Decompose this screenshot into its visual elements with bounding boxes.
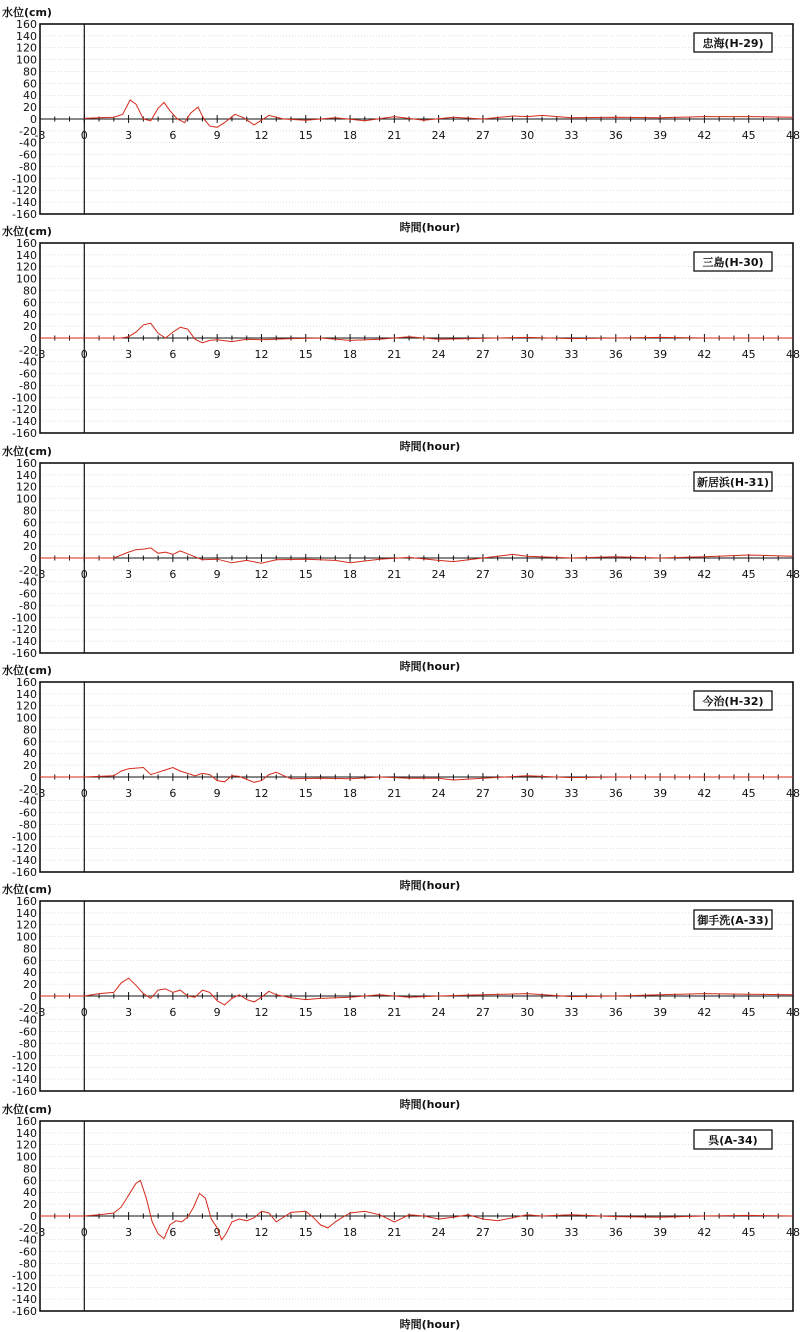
x-tick-label: 24 xyxy=(431,348,446,362)
x-tick-label: 3 xyxy=(125,1225,133,1239)
y-tick-label: 80 xyxy=(23,1161,38,1175)
y-tick-label: 80 xyxy=(23,942,38,956)
x-tick-label: 27 xyxy=(475,348,490,362)
x-tick-label: 30 xyxy=(520,567,535,581)
y-tick-label: -120 xyxy=(12,403,38,417)
x-tick-label: 39 xyxy=(653,1006,668,1020)
x-tick-label: 30 xyxy=(520,1225,535,1239)
water-level-series-line xyxy=(40,1180,793,1239)
y-tick-label: 60 xyxy=(23,954,38,968)
x-tick-label: 42 xyxy=(697,348,712,362)
y-tick-label: -60 xyxy=(19,148,38,162)
y-tick-label: 20 xyxy=(23,1197,38,1211)
y-tick-label: 100 xyxy=(16,492,38,506)
x-tick-label: -3 xyxy=(34,1225,46,1239)
y-tick-label: -100 xyxy=(12,1049,38,1063)
y-tick-label: 80 xyxy=(23,504,38,518)
y-tick-label: -60 xyxy=(19,367,38,381)
x-tick-label: 3 xyxy=(125,348,133,362)
y-tick-label: -20 xyxy=(19,124,38,138)
x-tick-label: 21 xyxy=(387,1006,402,1020)
x-tick-label: 21 xyxy=(387,567,402,581)
x-tick-label: 9 xyxy=(213,348,221,362)
y-tick-label: -120 xyxy=(12,842,38,856)
x-tick-label: 36 xyxy=(608,128,623,142)
y-tick-label: -80 xyxy=(19,1037,38,1051)
y-tick-label: 120 xyxy=(16,1138,38,1152)
x-tick-label: 39 xyxy=(653,128,668,142)
x-tick-label: 6 xyxy=(169,348,177,362)
x-tick-label: 36 xyxy=(608,567,623,581)
x-axis-title: 時間(hour) xyxy=(399,220,461,234)
x-tick-label: -3 xyxy=(34,567,46,581)
x-tick-label: 9 xyxy=(213,567,221,581)
y-tick-label: -40 xyxy=(19,1233,38,1247)
y-tick-label: 160 xyxy=(16,456,38,470)
x-tick-label: 45 xyxy=(741,128,756,142)
x-axis-title: 時間(hour) xyxy=(399,440,461,454)
x-tick-label: 33 xyxy=(564,567,579,581)
y-tick-label: -20 xyxy=(19,563,38,577)
y-tick-label: 40 xyxy=(23,308,38,322)
x-tick-label: 15 xyxy=(298,348,313,362)
y-tick-label: 20 xyxy=(23,978,38,992)
y-tick-label: 100 xyxy=(16,53,38,67)
x-tick-label: 27 xyxy=(475,567,490,581)
y-tick-label: 160 xyxy=(16,675,38,689)
y-tick-label: 20 xyxy=(23,101,38,115)
y-tick-label: 0 xyxy=(30,990,38,1004)
y-tick-label: 160 xyxy=(16,17,38,31)
y-tick-label: -140 xyxy=(12,196,38,210)
y-tick-label: 160 xyxy=(16,895,38,909)
x-tick-label: 39 xyxy=(653,786,668,800)
x-tick-label: 45 xyxy=(741,1225,756,1239)
y-tick-label: 160 xyxy=(16,1114,38,1128)
y-axis-title: 水位(cm) xyxy=(2,663,52,677)
y-tick-label: 80 xyxy=(23,65,38,79)
x-tick-label: 18 xyxy=(343,128,358,142)
y-tick-label: -60 xyxy=(19,806,38,820)
chart-panel-3 xyxy=(0,439,800,673)
y-tick-label: -40 xyxy=(19,575,38,589)
y-tick-label: 60 xyxy=(23,296,38,310)
station-label: 忠海(H-29) xyxy=(702,36,764,50)
x-tick-label: 3 xyxy=(125,1006,133,1020)
y-tick-label: 120 xyxy=(16,41,38,55)
x-tick-label: 42 xyxy=(697,128,712,142)
y-tick-label: -60 xyxy=(19,587,38,601)
y-tick-label: 60 xyxy=(23,77,38,91)
x-tick-label: 39 xyxy=(653,348,668,362)
y-tick-label: 0 xyxy=(30,770,38,784)
y-axis-title: 水位(cm) xyxy=(2,444,52,458)
x-tick-label: 36 xyxy=(608,348,623,362)
y-tick-label: 100 xyxy=(16,1150,38,1164)
x-tick-label: 12 xyxy=(254,1225,269,1239)
y-tick-label: -80 xyxy=(19,1256,38,1270)
x-tick-label: 33 xyxy=(564,348,579,362)
y-axis-title: 水位(cm) xyxy=(2,1102,52,1116)
x-tick-label: 12 xyxy=(254,567,269,581)
y-tick-label: 100 xyxy=(16,930,38,944)
y-tick-label: 0 xyxy=(30,112,38,126)
y-tick-label: 40 xyxy=(23,527,38,541)
y-tick-label: -40 xyxy=(19,136,38,150)
chart-panel-5 xyxy=(0,877,800,1112)
y-tick-label: -80 xyxy=(19,379,38,393)
station-label: 今治(H-32) xyxy=(702,694,764,708)
y-tick-label: -160 xyxy=(12,427,38,441)
x-tick-label: 18 xyxy=(343,567,358,581)
y-tick-label: 140 xyxy=(16,29,38,43)
x-tick-label: 9 xyxy=(213,786,221,800)
water-level-series-line xyxy=(40,547,793,562)
x-tick-label: 9 xyxy=(213,1225,221,1239)
chart-panel-6 xyxy=(0,1097,800,1331)
x-tick-label: 12 xyxy=(254,786,269,800)
x-tick-label: 36 xyxy=(608,1006,623,1020)
water-level-series-line xyxy=(84,100,793,127)
y-tick-label: 140 xyxy=(16,1126,38,1140)
x-tick-label: 48 xyxy=(786,786,800,800)
y-tick-label: -20 xyxy=(19,1002,38,1016)
y-tick-label: -60 xyxy=(19,1245,38,1259)
y-tick-label: 40 xyxy=(23,1185,38,1199)
x-tick-label: 0 xyxy=(80,786,88,800)
y-tick-label: -140 xyxy=(12,1292,38,1306)
x-tick-label: 48 xyxy=(786,1225,800,1239)
x-tick-label: 21 xyxy=(387,348,402,362)
x-tick-label: 21 xyxy=(387,1225,402,1239)
x-tick-label: 6 xyxy=(169,1006,177,1020)
y-tick-label: -20 xyxy=(19,1221,38,1235)
x-tick-label: 39 xyxy=(653,567,668,581)
y-tick-label: -120 xyxy=(12,1061,38,1075)
y-tick-label: -100 xyxy=(12,610,38,624)
y-tick-label: -80 xyxy=(19,818,38,832)
x-tick-label: 0 xyxy=(80,1006,88,1020)
x-tick-label: 0 xyxy=(80,567,88,581)
y-tick-label: 140 xyxy=(16,907,38,921)
y-axis-title: 水位(cm) xyxy=(2,225,52,239)
y-tick-label: 60 xyxy=(23,515,38,529)
x-axis-title: 時間(hour) xyxy=(399,659,461,673)
x-tick-label: 30 xyxy=(520,348,535,362)
y-tick-label: 40 xyxy=(23,966,38,980)
station-label: 呉(A-34) xyxy=(708,1133,758,1147)
x-tick-label: 42 xyxy=(697,1006,712,1020)
x-tick-label: 33 xyxy=(564,1006,579,1020)
x-tick-label: 6 xyxy=(169,1225,177,1239)
y-tick-label: -100 xyxy=(12,830,38,844)
x-axis-title: 時間(hour) xyxy=(399,1317,461,1331)
x-tick-label: 18 xyxy=(343,1225,358,1239)
y-tick-label: 120 xyxy=(16,918,38,932)
y-tick-label: -160 xyxy=(12,865,38,879)
y-tick-label: 60 xyxy=(23,735,38,749)
x-tick-label: -3 xyxy=(34,786,46,800)
x-tick-label: 15 xyxy=(298,128,313,142)
x-tick-label: 21 xyxy=(387,786,402,800)
x-tick-label: 27 xyxy=(475,1006,490,1020)
y-tick-label: 100 xyxy=(16,272,38,286)
x-tick-label: 36 xyxy=(608,1225,623,1239)
x-tick-label: 36 xyxy=(608,786,623,800)
x-tick-label: -3 xyxy=(34,128,46,142)
chart-panel-4 xyxy=(0,658,800,892)
y-tick-label: -120 xyxy=(12,622,38,636)
x-tick-label: 24 xyxy=(431,1006,446,1020)
x-tick-label: 9 xyxy=(213,1006,221,1020)
y-tick-label: 120 xyxy=(16,480,38,494)
y-tick-label: 100 xyxy=(16,711,38,725)
x-tick-label: 24 xyxy=(431,567,446,581)
y-tick-label: -120 xyxy=(12,1280,38,1294)
x-tick-label: 15 xyxy=(298,786,313,800)
y-tick-label: 20 xyxy=(23,320,38,334)
y-tick-label: 20 xyxy=(23,759,38,773)
x-tick-label: 21 xyxy=(387,128,402,142)
x-tick-label: -3 xyxy=(34,1006,46,1020)
y-tick-label: -140 xyxy=(12,854,38,868)
x-tick-label: 33 xyxy=(564,1225,579,1239)
y-tick-label: -40 xyxy=(19,1013,38,1027)
x-tick-label: 18 xyxy=(343,348,358,362)
x-tick-label: 33 xyxy=(564,786,579,800)
y-tick-label: -20 xyxy=(19,344,38,358)
station-label: 御手洗(A-33) xyxy=(697,914,769,928)
x-tick-label: 48 xyxy=(786,128,800,142)
y-tick-label: 140 xyxy=(16,249,38,263)
water-level-series-line xyxy=(40,978,793,1005)
x-tick-label: 27 xyxy=(475,128,490,142)
y-tick-label: 160 xyxy=(16,237,38,251)
x-tick-label: 33 xyxy=(564,128,579,142)
x-tick-label: 15 xyxy=(298,1006,313,1020)
y-tick-label: 140 xyxy=(16,687,38,701)
x-tick-label: 24 xyxy=(431,786,446,800)
y-tick-label: 40 xyxy=(23,89,38,103)
water-level-series-line xyxy=(40,323,793,343)
y-tick-label: 140 xyxy=(16,468,38,482)
y-tick-label: -100 xyxy=(12,1268,38,1282)
x-tick-label: 48 xyxy=(786,567,800,581)
x-tick-label: 15 xyxy=(298,1225,313,1239)
y-tick-label: 0 xyxy=(30,1209,38,1223)
x-tick-label: 6 xyxy=(169,786,177,800)
y-tick-label: -140 xyxy=(12,634,38,648)
y-tick-label: -20 xyxy=(19,782,38,796)
x-tick-label: 24 xyxy=(431,1225,446,1239)
y-tick-label: -80 xyxy=(19,599,38,613)
x-axis-title: 時間(hour) xyxy=(399,1098,461,1112)
x-tick-label: -3 xyxy=(34,348,46,362)
y-tick-label: -140 xyxy=(12,415,38,429)
water-level-series-line xyxy=(40,767,793,782)
x-tick-label: 30 xyxy=(520,128,535,142)
x-tick-label: 45 xyxy=(741,348,756,362)
y-tick-label: -160 xyxy=(12,207,38,221)
x-tick-label: 9 xyxy=(213,128,221,142)
y-tick-label: 80 xyxy=(23,723,38,737)
x-tick-label: 24 xyxy=(431,128,446,142)
y-tick-label: -100 xyxy=(12,391,38,405)
x-axis-title: 時間(hour) xyxy=(399,878,461,892)
y-tick-label: -140 xyxy=(12,1073,38,1087)
x-tick-label: 42 xyxy=(697,786,712,800)
y-tick-label: 60 xyxy=(23,1173,38,1187)
y-tick-label: 120 xyxy=(16,261,38,275)
y-tick-label: -160 xyxy=(12,1304,38,1318)
x-tick-label: 12 xyxy=(254,128,269,142)
x-tick-label: 39 xyxy=(653,1225,668,1239)
x-tick-label: 0 xyxy=(80,128,88,142)
y-tick-label: 40 xyxy=(23,747,38,761)
x-tick-label: 45 xyxy=(741,567,756,581)
x-tick-label: 3 xyxy=(125,786,133,800)
y-axis-title: 水位(cm) xyxy=(2,5,52,19)
y-tick-label: 120 xyxy=(16,699,38,713)
y-tick-label: -160 xyxy=(12,646,38,660)
y-tick-label: 0 xyxy=(30,332,38,346)
x-tick-label: 45 xyxy=(741,786,756,800)
chart-panel-1 xyxy=(0,0,800,234)
y-tick-label: 0 xyxy=(30,551,38,565)
x-tick-label: 0 xyxy=(80,348,88,362)
x-tick-label: 30 xyxy=(520,786,535,800)
y-axis-title: 水位(cm) xyxy=(2,883,52,897)
station-label: 三島(H-30) xyxy=(702,256,764,270)
x-tick-label: 42 xyxy=(697,1225,712,1239)
x-tick-label: 48 xyxy=(786,1006,800,1020)
y-tick-label: -60 xyxy=(19,1025,38,1039)
x-tick-label: 6 xyxy=(169,567,177,581)
x-tick-label: 18 xyxy=(343,1006,358,1020)
x-tick-label: 15 xyxy=(298,567,313,581)
y-tick-label: -80 xyxy=(19,160,38,174)
x-tick-label: 30 xyxy=(520,1006,535,1020)
x-tick-label: 0 xyxy=(80,1225,88,1239)
y-tick-label: 80 xyxy=(23,284,38,298)
x-tick-label: 6 xyxy=(169,128,177,142)
x-tick-label: 3 xyxy=(125,567,133,581)
x-tick-label: 12 xyxy=(254,1006,269,1020)
x-tick-label: 18 xyxy=(343,786,358,800)
y-tick-label: -160 xyxy=(12,1085,38,1099)
x-tick-label: 27 xyxy=(475,1225,490,1239)
x-tick-label: 3 xyxy=(125,128,133,142)
station-label: 新居浜(H-31) xyxy=(696,475,770,489)
x-tick-label: 42 xyxy=(697,567,712,581)
y-tick-label: -40 xyxy=(19,794,38,808)
y-tick-label: -120 xyxy=(12,184,38,198)
x-tick-label: 27 xyxy=(475,786,490,800)
y-tick-label: 20 xyxy=(23,539,38,553)
chart-panel-2 xyxy=(0,219,800,454)
x-tick-label: 12 xyxy=(254,348,269,362)
x-tick-label: 48 xyxy=(786,348,800,362)
y-tick-label: -100 xyxy=(12,172,38,186)
y-tick-label: -40 xyxy=(19,356,38,370)
x-tick-label: 45 xyxy=(741,1006,756,1020)
